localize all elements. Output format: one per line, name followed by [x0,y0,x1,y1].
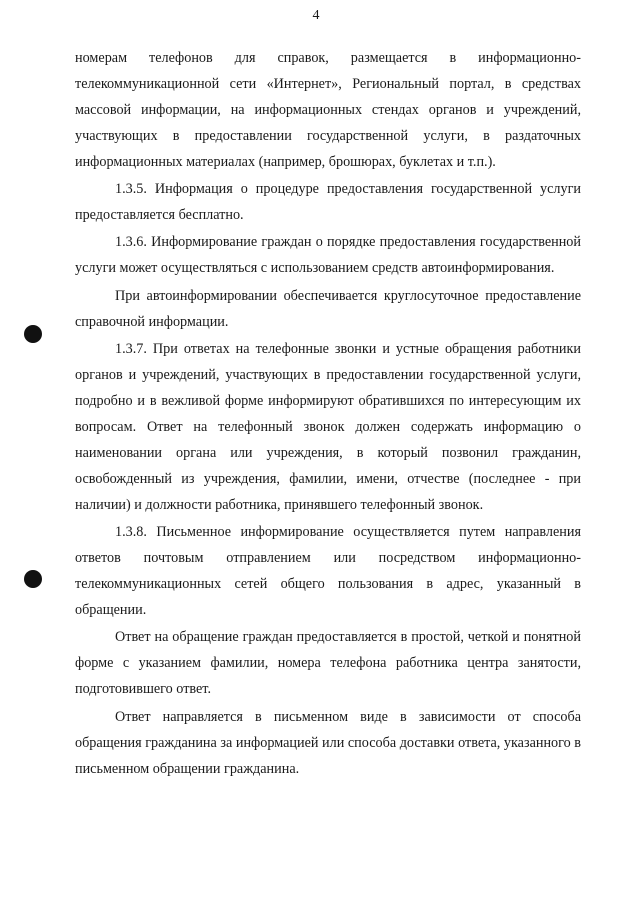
paragraph-1-3-8: 1.3.8. Письменное информирование осуществляется путем направления ответов почтовым отправлением или посредством информационно-телекоммуникационных сетей общего пользования в адрес, указанный в обращении. [75,524,581,618]
page-number: 4 [312,8,320,23]
paragraph-continuation: номерам телефонов для справок, размещается в информационно-телекоммуникационной сети «Интернет», Региональный портал, в средствах массовой информации, на информационных стендах органов и учреждений, участвующих в предоставлении государственной услуги, в раздаточных информационных материалах (например, брошюрах, буклетах и т.п.). [75,50,581,170]
paragraph-1-3-7: 1.3.7. При ответах на телефонные звонки и устные обращения работники органов и учреждений, участвующих в предоставлении государственной услуги, подробно и в вежливой форме информируют обратившихся по интересующим их вопросам. Ответ на телефонный звонок должен содержать информацию о наименовании органа или учреждения, в который позвонил гражданин, освобожденный из учреждения, фамилии, имени, отчестве (последнее - при наличии) и должности работника, принявшего телефонный звонок. [75,341,581,513]
paragraph-autoinforming: При автоинформировании обеспечивается круглосуточное предоставление справочной информации. [75,288,581,330]
punch-hole-mark [24,570,42,588]
document-text [75,45,581,784]
paragraph-1-3-5: 1.3.5. Информация о процедуре предоставления государственной услуги предоставляется бесплатно. [75,181,581,223]
paragraph-1-3-6: 1.3.6. Информирование граждан о порядке предоставления государственной услуги может осуществляться с использованием средств автоинформирования. [75,234,581,276]
punch-hole-mark [24,325,42,343]
paragraph-response-delivery: Ответ направляется в письменном виде в зависимости от способа обращения гражданина за информацией или способа доставки ответа, указанного в письменном обращении гражданина. [75,709,581,777]
paragraph-response-form: Ответ на обращение граждан предоставляется в простой, четкой и понятной форме с указанием фамилии, номера телефона работника центра занятости, подготовившего ответ. [75,629,581,697]
